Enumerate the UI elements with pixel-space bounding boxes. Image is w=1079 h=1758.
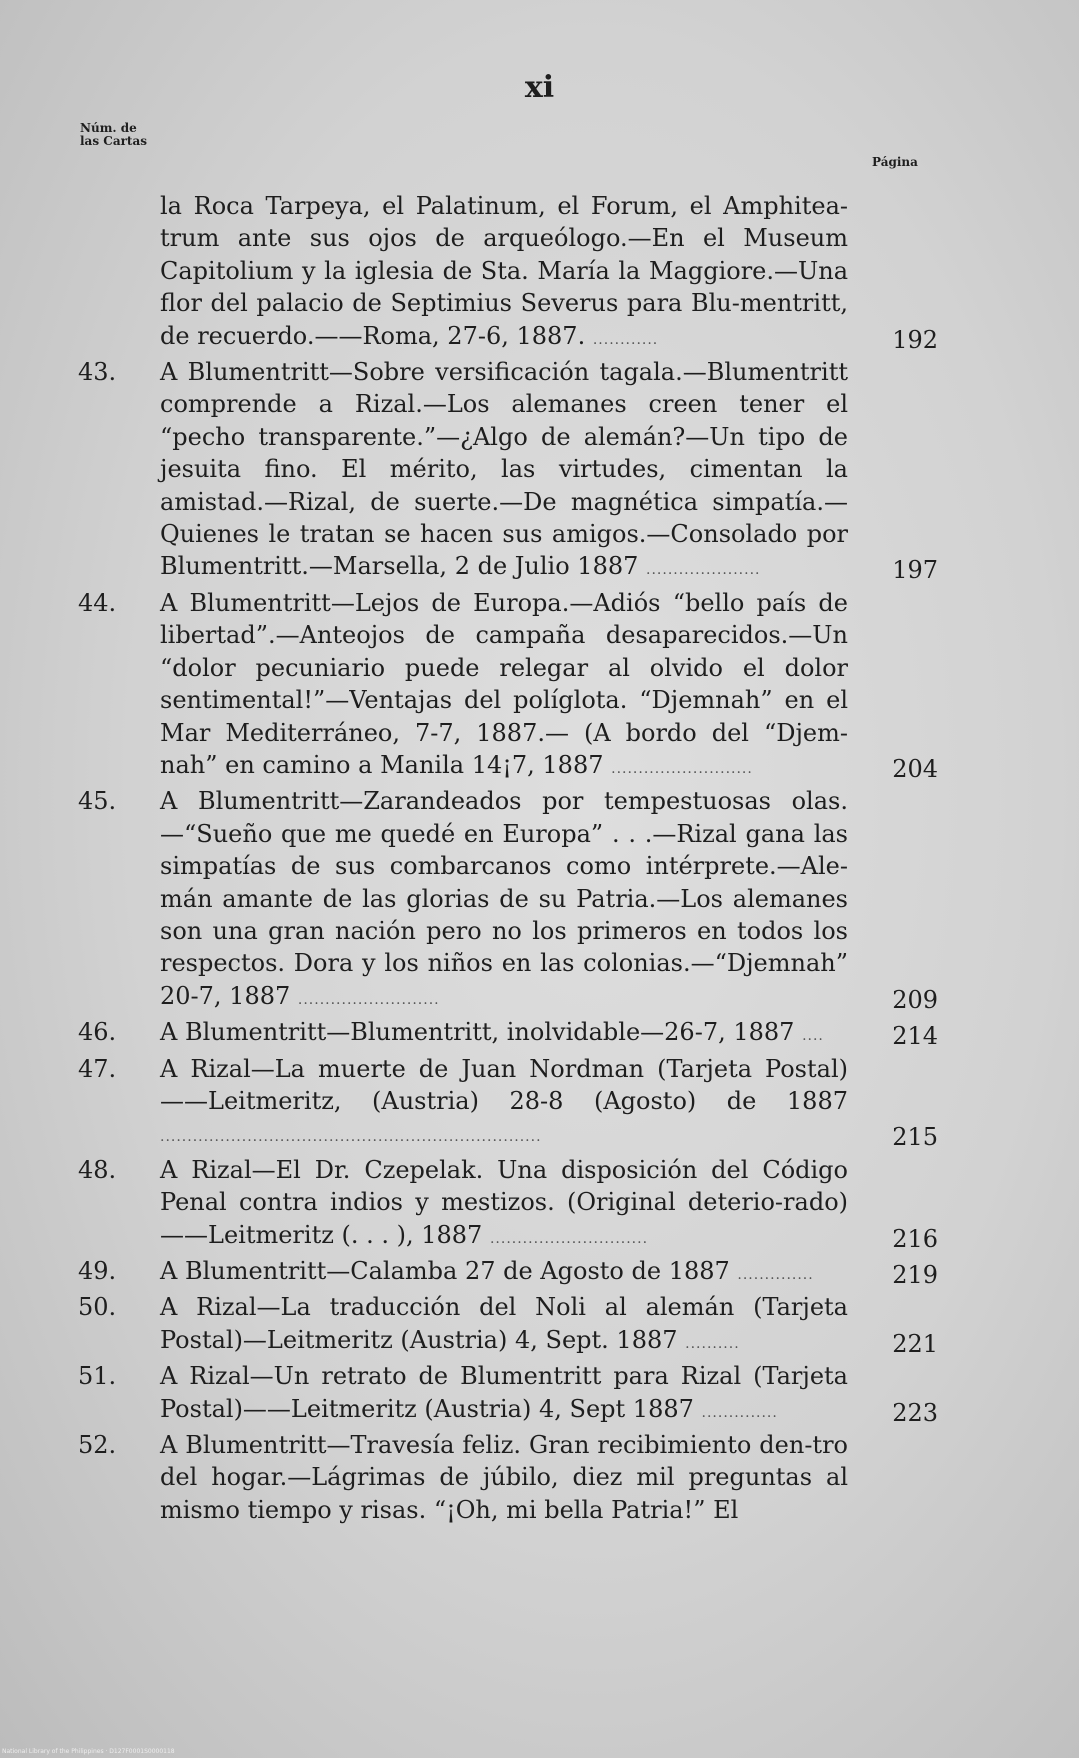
toc-entry — [78, 356, 938, 587]
entry-text: la Roca Tarpeya, el Palatinum, el Forum, el Amphitea-trum ante sus ojos de arqueólogo.—En el Museum Capitolium y la iglesia de Sta. María la Maggiore.—Una flor del palacio de Septimius Severus para Blu-mentritt, de recuerdo.——Roma, 27-6, 1887. ............ — [160, 192, 848, 350]
entry-text: A Rizal—Un retrato de Blumentritt para Rizal (Tarjeta Postal)——Leitmeritz (Austria) 4, Sept 1887 .............. — [160, 1362, 848, 1423]
entry-page: 223 — [892, 1398, 938, 1427]
table-of-contents — [78, 190, 938, 1526]
column-label-right: Página — [872, 155, 918, 169]
entry-number: 49. — [78, 1257, 117, 1285]
entry-number: 50. — [78, 1293, 117, 1322]
page-number: xi — [524, 70, 555, 105]
entry-page: 219 — [892, 1261, 938, 1289]
entry-number: 51. — [78, 1362, 117, 1391]
entry-number: 52. — [78, 1431, 117, 1460]
entry-text: A Blumentritt—Zarandeados por tempestuosas olas.—“Sueño que me quedé en Europa” . . .—Rizal gana las simpatías de sus combarcanos como intérprete.—Ale-mán amante de las glorias de su Patria.—Los alemanes son una gran nación pero no los primeros en todos los respectos. Dora y los niños en las colonias.—“Djemnah” 20-7, 1887 .......................... — [160, 787, 848, 1010]
toc-entry — [78, 1255, 938, 1291]
entry-page: 197 — [892, 556, 938, 585]
entry-number: 44. — [78, 588, 117, 617]
entry-page: 221 — [892, 1329, 938, 1358]
toc-entry — [78, 1360, 938, 1429]
footer-stamp: National Library of the Philippines · D127F0001S0000118 — [2, 1748, 175, 1755]
entry-text: A Blumentritt—Lejos de Europa.—Adiós “bello país de libertad”.—Anteojos de campaña desaparecidos.—Un “dolor pecuniario puede relegar al olvido el dolor sentimental!”—Ventajas del políglota. “Djemnah” en el Mar Mediterráneo, 7-7, 1887.— (A bordo del “Djem-nah” en camino a Manila 14¡7, 1887 .......................... — [160, 588, 848, 779]
entry-number: 45. — [78, 787, 117, 816]
entry-number: 46. — [78, 1018, 117, 1047]
entry-page: 216 — [892, 1224, 938, 1253]
toc-entry — [78, 1053, 938, 1154]
entry-page: 215 — [892, 1123, 938, 1152]
entry-page: 209 — [892, 985, 938, 1014]
entry-text: A Rizal—La muerte de Juan Nordman (Tarjeta Postal)——Leitmeritz, (Austria) 28-8 (Agosto) de 1887 ...................................................................... — [160, 1054, 848, 1146]
entry-text: A Blumentritt—Calamba 27 de Agosto de 1887 .............. — [160, 1257, 814, 1285]
entry-text: A Rizal—El Dr. Czepelak. Una disposición del Código Penal contra indios y mestizos. (Original deterio-rado)——Leitmeritz (. . . ), 1887 ............................. — [160, 1155, 848, 1249]
entry-text: A Rizal—La traducción del Noli al alemán (Tarjeta Postal)—Leitmeritz (Austria) 4, Sept. 1887 .......... — [160, 1293, 848, 1354]
entry-page: 214 — [892, 1022, 938, 1051]
entry-text: A Blumentritt—Travesía feliz. Gran recibimiento den-tro del hogar.—Lágrimas de júbilo, diez mil preguntas al mismo tiempo y risas. “¡Oh, mi bella Patria!” El — [160, 1431, 848, 1524]
toc-entry — [78, 1291, 938, 1360]
column-label-left: Núm. de las Cartas — [80, 121, 147, 148]
toc-entry — [78, 785, 938, 1016]
toc-entry — [78, 1016, 938, 1052]
entry-number: 43. — [78, 358, 117, 387]
entry-number: 48. — [78, 1155, 117, 1184]
toc-entry — [78, 190, 938, 356]
entry-number: 47. — [78, 1054, 117, 1083]
entry-text: A Blumentritt—Blumentritt, inolvidable—26-7, 1887 .... — [160, 1018, 824, 1047]
entry-text: A Blumentritt—Sobre versificación tagala.—Blumentritt comprende a Rizal.—Los alemanes creen tener el “pecho transparente.”—¿Algo de alemán?—Un tipo de jesuita fino. El mérito, las virtudes, cimentan la amistad.—Rizal, de suerte.—De magnética simpatía.—Quienes le tratan se hacen sus amigos.—Consolado por Blumentritt.—Marsella, 2 de Julio 1887 ..................... — [160, 358, 848, 581]
entry-page: 192 — [892, 325, 938, 354]
toc-entry — [78, 1429, 938, 1526]
toc-entry — [78, 587, 938, 785]
toc-entry — [78, 1154, 938, 1255]
entry-page: 204 — [892, 754, 938, 783]
